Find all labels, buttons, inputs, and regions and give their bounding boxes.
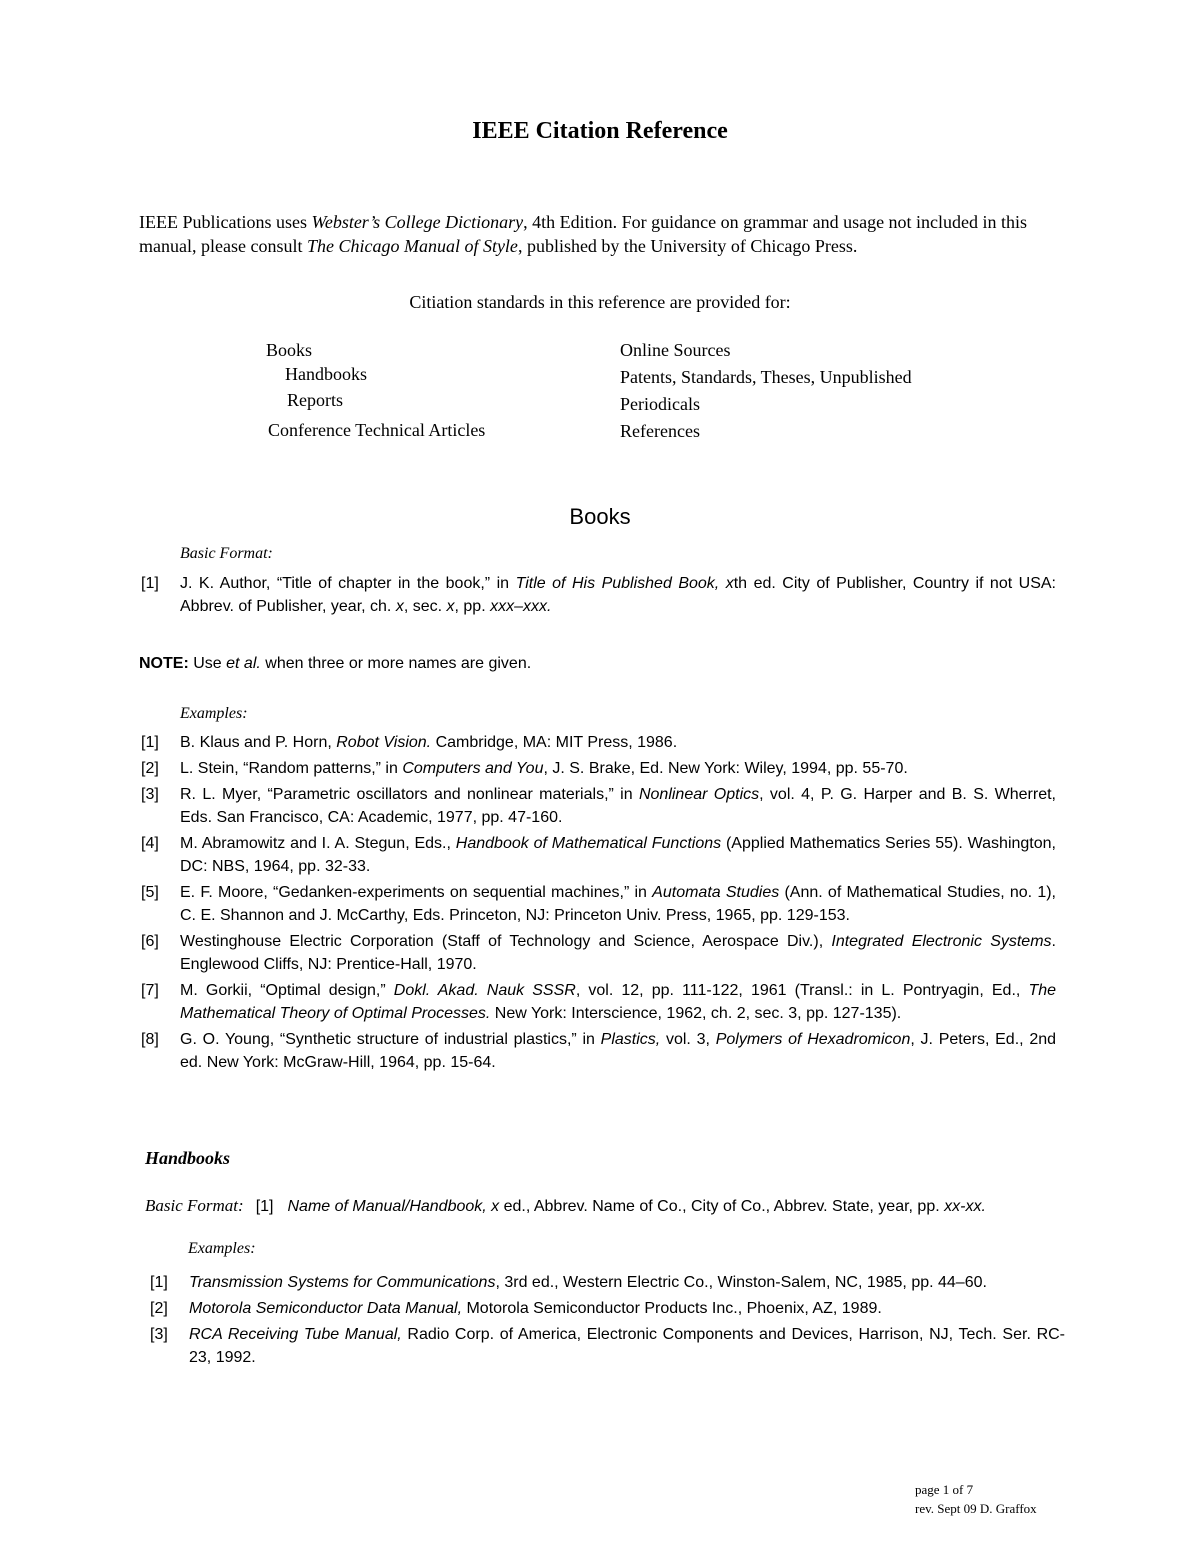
revision-note: rev. Sept 09 D. Graffox [915,1501,1037,1516]
toc-item-patents: Patents, Standards, Theses, Unpublished [620,367,912,387]
toc-item-conference: Conference Technical Articles [268,420,486,440]
reference-entry: [3] R. L. Myer, “Parametric oscillators and nonlinear materials,” in Nonlinear Optics, vol. 4, P. G. Harper and B. S. Wherret, Eds. San Francisco, CA: Academic, 1977, pp. 47-160. [141,786,1056,826]
books-basic-format [141,572,1056,621]
intro-text: , 4th Edition. For guidance on grammar and usage not included in this manual, please consult [139,212,1028,256]
intro-paragraph [139,210,1069,258]
reference-entry: [1] Transmission Systems for Communications, 3rd ed., Western Electric Co., Winston-Salem, NC, 1985, pp. 44–60. [150,1274,987,1291]
reference-entry: [5] E. F. Moore, “Gedanken-experiments on sequential machines,” in Automata Studies (Ann. of Mathematical Studies, no. 1), C. E. Shannon and J. McCarthy, Eds. Princeton, NJ: Princeton Univ. Press, 1965, pp. 129-153. [141,884,1057,924]
reference-entry: [6] Westinghouse Electric Corporation (Staff of Technology and Science, Aerospace Div.), Integrated Electronic Systems. Englewood Cliffs, NJ: Prentice-Hall, 1970. [141,933,1056,973]
reference-entry: [4] M. Abramowitz and I. A. Stegun, Eds., Handbook of Mathematical Functions (Applied Mathematics Series 55). Washington, DC: NBS, 1964, pp. 32-33. [141,835,1056,875]
reference-entry: [3] RCA Receiving Tube Manual, Radio Corp. of America, Electronic Components and Devices, Harrison, NJ, Tech. Ser. RC-23, 1992. [150,1326,1066,1366]
handbooks-basic-format: Basic Format: [1] Name of Manual/Handbook, x ed., Abbrev. Name of Co., City of Co., Abbrev. State, year, pp. xx-xx. [145,1196,986,1215]
section-heading-books: Books [569,504,631,529]
reference-entry: [1] B. Klaus and P. Horn, Robot Vision. Cambridge, MA: MIT Press, 1986. [141,734,678,751]
reference-entry: [7] M. Gorkii, “Optimal design,” Dokl. Akad. Nauk SSSR, vol. 12, pp. 111-122, 1961 (Transl.: in L. Pontryagin, Ed., The Mathematical Theory of Optimal Processes. New York: Interscience, 1962, ch. 2, sec. 3, pp. 127-135). [141,982,1057,1022]
intro-text: IEEE Publications uses [139,212,312,232]
toc-item-reports: Reports [287,390,343,410]
books-basic-format-label: Basic Format: [180,545,273,562]
intro-style-manual-title: The Chicago Manual of Style [306,236,518,256]
toc-item-online-sources: Online Sources [620,340,731,360]
handbooks-examples-list [150,1271,1065,1372]
handbooks-basic-format-label: Basic Format: [145,1196,244,1215]
reference-entry: [2] L. Stein, “Random patterns,” in Computers and You, J. S. Brake, Ed. New York: Wiley, 1994, pp. 55-70. [141,760,908,777]
handbooks-examples-label: Examples: [188,1240,256,1257]
page-title: IEEE Citation Reference [472,118,728,144]
toc-item-references: References [620,421,700,441]
page-number: page 1 of 7 [915,1482,974,1497]
reference-entry: [2] Motorola Semiconductor Data Manual, Motorola Semiconductor Products Inc., Phoenix, AZ, 1989. [150,1300,882,1317]
books-examples-label: Examples: [180,705,248,722]
toc-item-periodicals: Periodicals [620,394,700,414]
books-examples-list [141,731,1056,1077]
provided-for-line: Citiation standards in this reference are provided for: [409,292,791,312]
books-note: NOTE: Use et al. when three or more names are given. [139,655,532,672]
intro-dictionary-title: Webster’s College Dictionary [311,212,524,232]
intro-text: , published by the University of Chicago Press. [517,236,858,256]
toc-item-books: Books [266,340,313,360]
toc-item-handbooks: Handbooks [285,364,367,384]
reference-entry: [1] J. K. Author, “Title of chapter in the book,” in Title of His Published Book, xth ed. City of Publisher, Country if not USA: Abbrev. of Publisher, year, ch. x, sec. x, pp. xxx–xxx. [141,575,1057,615]
section-heading-handbooks: Handbooks [145,1148,231,1168]
reference-entry: [8] G. O. Young, “Synthetic structure of industrial plastics,” in Plastics, vol. 3, Polymers of Hexadromicon, J. Peters, Ed., 2nd ed. New York: McGraw-Hill, 1964, pp. 15-64. [141,1031,1057,1071]
